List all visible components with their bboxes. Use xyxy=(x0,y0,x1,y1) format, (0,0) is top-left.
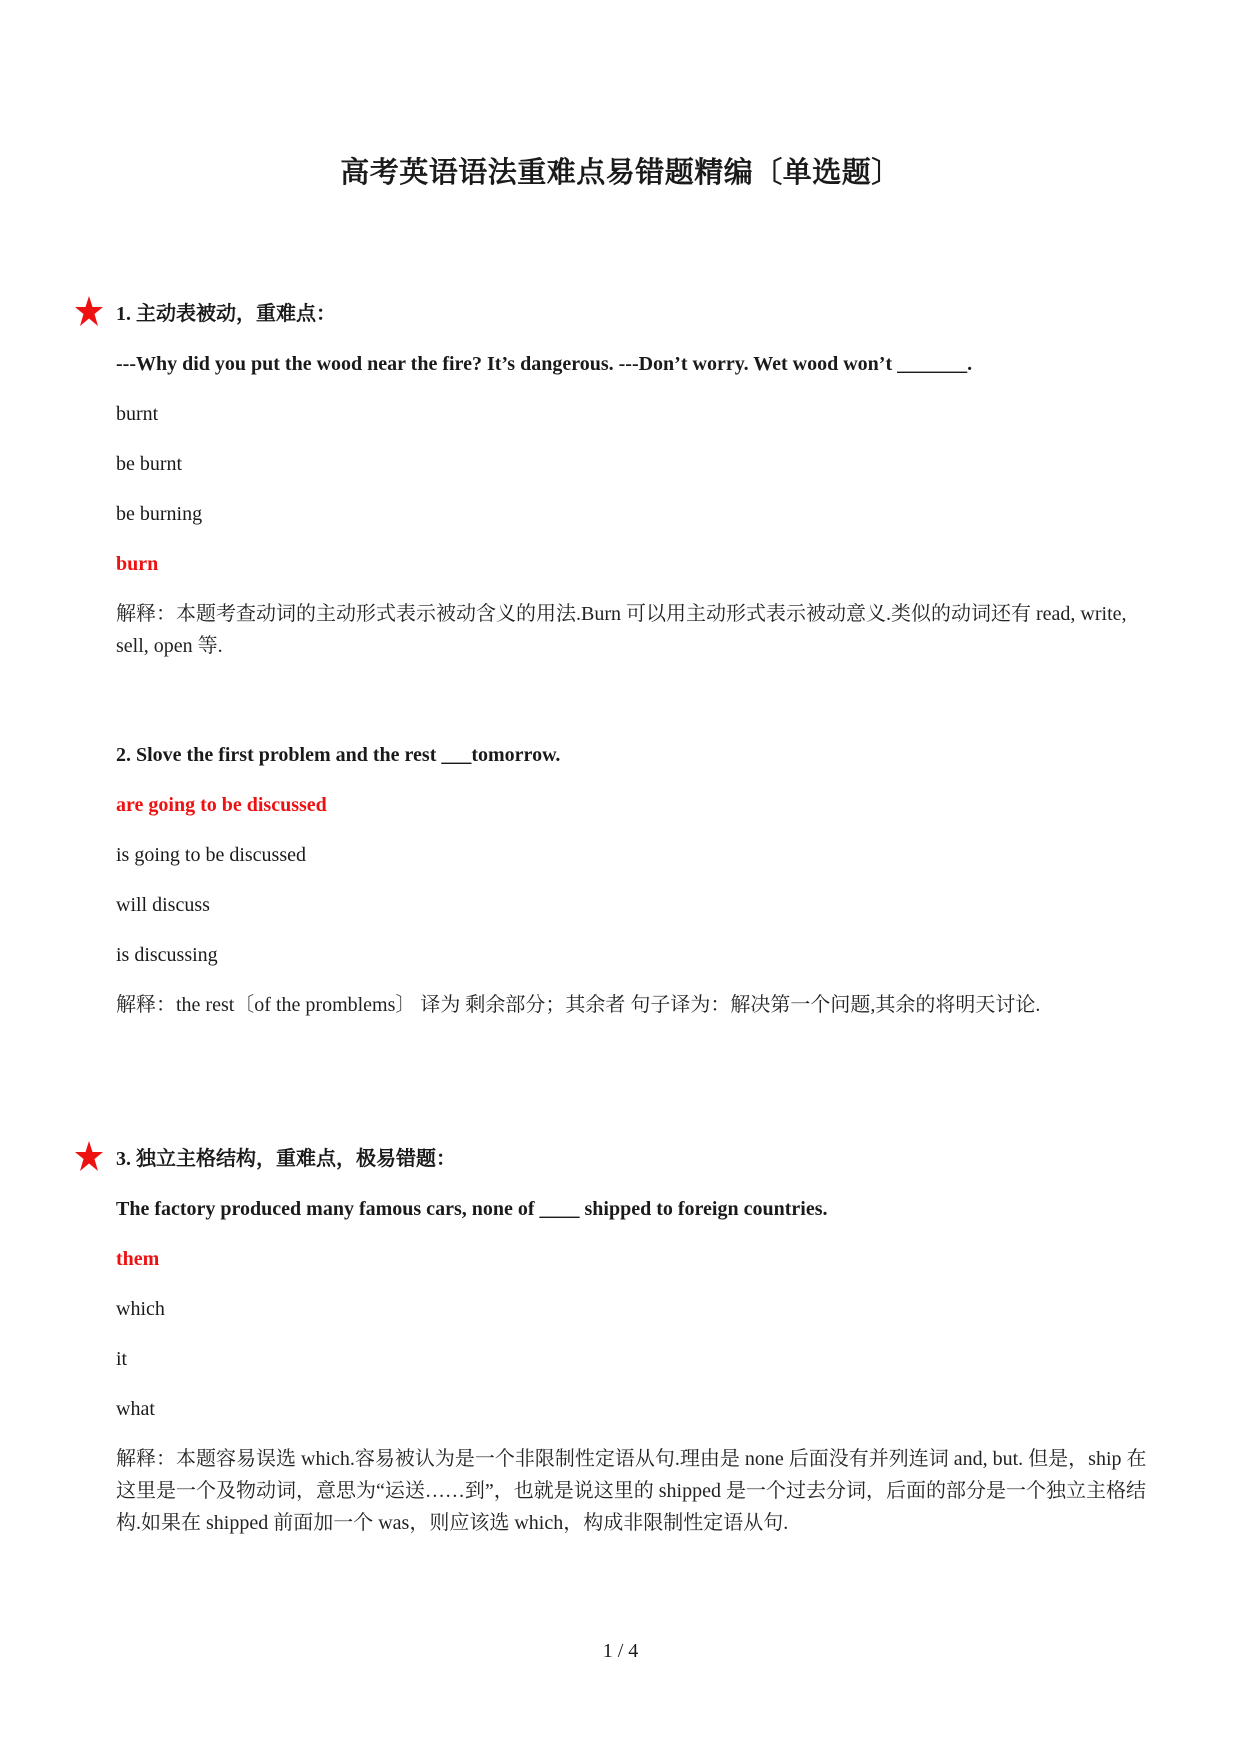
question-heading: 2. Slove the first problem and the rest ___tomorrow. xyxy=(116,744,561,766)
explanation: 解释：本题容易误选 which.容易被认为是一个非限制性定语从句.理由是 none 后面没有并列连词 and, but. 但是，ship 在这里是一个及物动词，意思为“运送……到”，也就是说这里的 shipped 是一个过去分词，后面的部分是一个独立主格结构.如果在 shipped 前面加一个 was，则应该选 which，构成非限制性定语从句. xyxy=(116,1448,1147,1534)
question-2 xyxy=(116,741,1156,1021)
star-icon xyxy=(74,295,104,329)
question-1 xyxy=(116,300,1156,662)
question-stem: The factory produced many famous cars, none of ____ shipped to foreign countries. xyxy=(116,1198,828,1220)
option-d: what xyxy=(116,1398,155,1420)
explanation: 解释：the rest〔of the promblems〕 译为 剩余部分；其余者 句子译为：解决第一个问题,其余的将明天讨论. xyxy=(116,994,1041,1016)
question-stem: ---Why did you put the wood near the fire? It’s dangerous. ---Don’t worry. Wet wood won’t _______. xyxy=(116,353,973,375)
question-heading: 3. 独立主格结构，重难点，极易错题： xyxy=(116,1145,1156,1173)
option-c: it xyxy=(116,1348,128,1370)
option-b: be burnt xyxy=(116,453,183,475)
page-number: 1 / 4 xyxy=(602,1640,639,1662)
option-c: be burning xyxy=(116,503,203,525)
question-3 xyxy=(116,1145,1156,1539)
option-a: burnt xyxy=(116,403,159,425)
option-a-correct: are going to be discussed xyxy=(116,794,327,816)
option-b: is going to be discussed xyxy=(116,844,306,866)
option-b: which xyxy=(116,1298,165,1320)
option-c: will discuss xyxy=(116,894,210,916)
option-a-correct: them xyxy=(116,1248,160,1270)
page-title: 高考英语语法重难点易错题精编〔单选题〕 xyxy=(340,157,901,189)
explanation: 解释：本题考查动词的主动形式表示被动含义的用法.Burn 可以用主动形式表示被动意义.类似的动词还有 read, write, sell, open 等. xyxy=(116,603,1127,657)
option-d: is discussing xyxy=(116,944,218,966)
option-d-correct: burn xyxy=(116,553,159,575)
question-heading: 1. 主动表被动，重难点： xyxy=(116,300,1156,328)
star-icon xyxy=(74,1140,104,1174)
